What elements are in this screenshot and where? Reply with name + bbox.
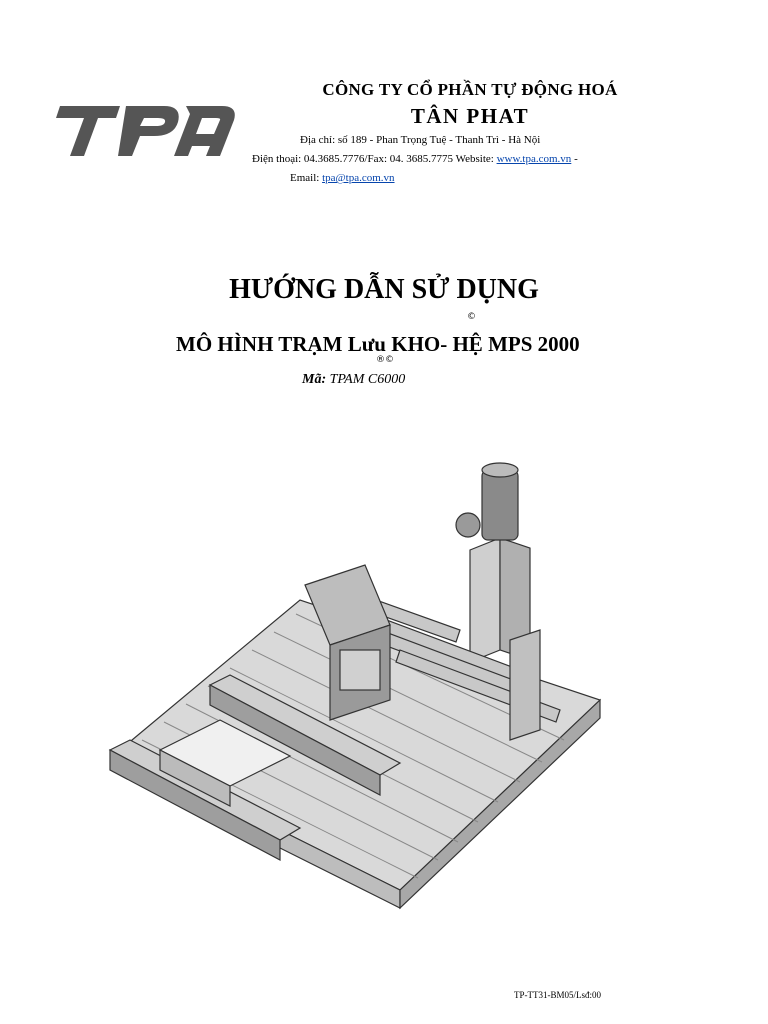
- registered-mark: ®©: [376, 355, 394, 365]
- email-line: [290, 172, 395, 184]
- phone-fax-text: Điện thoại: 04.3685.7776/Fax: 04. 3685.7775 Website:: [252, 153, 494, 165]
- form-code: TP-TT31-BM05/Lsđ:00: [514, 990, 601, 1000]
- separator-dash: -: [574, 153, 578, 165]
- copyright-mark: ©: [467, 312, 476, 322]
- company-subname: TÂN PHAT: [410, 104, 530, 128]
- website-link[interactable]: www.tpa.com.vn: [496, 153, 572, 165]
- document-title: HƯỚNG DẪN SỬ DỤNG: [229, 274, 539, 305]
- company-name: CÔNG TY CỔ PHẦN TỰ ĐỘNG HOÁ: [322, 80, 618, 99]
- model-code: [302, 372, 405, 388]
- company-header: [250, 80, 690, 129]
- address-line: Địa chỉ: số 189 - Phan Trọng Tuệ - Thanh Trì - Hà Nội: [300, 134, 541, 146]
- phone-line: [252, 153, 578, 165]
- email-link[interactable]: tpa@tpa.com.vn: [322, 172, 395, 184]
- document-subtitle: MÔ HÌNH TRẠM Lưu KHO- HỆ MPS 2000: [176, 332, 580, 356]
- mps-station-illustration: [100, 450, 620, 920]
- email-label: Email:: [290, 172, 320, 184]
- code-value: TPAM C6000: [329, 372, 406, 387]
- tpa-logo: [52, 96, 242, 162]
- code-label: Mã:: [302, 372, 327, 387]
